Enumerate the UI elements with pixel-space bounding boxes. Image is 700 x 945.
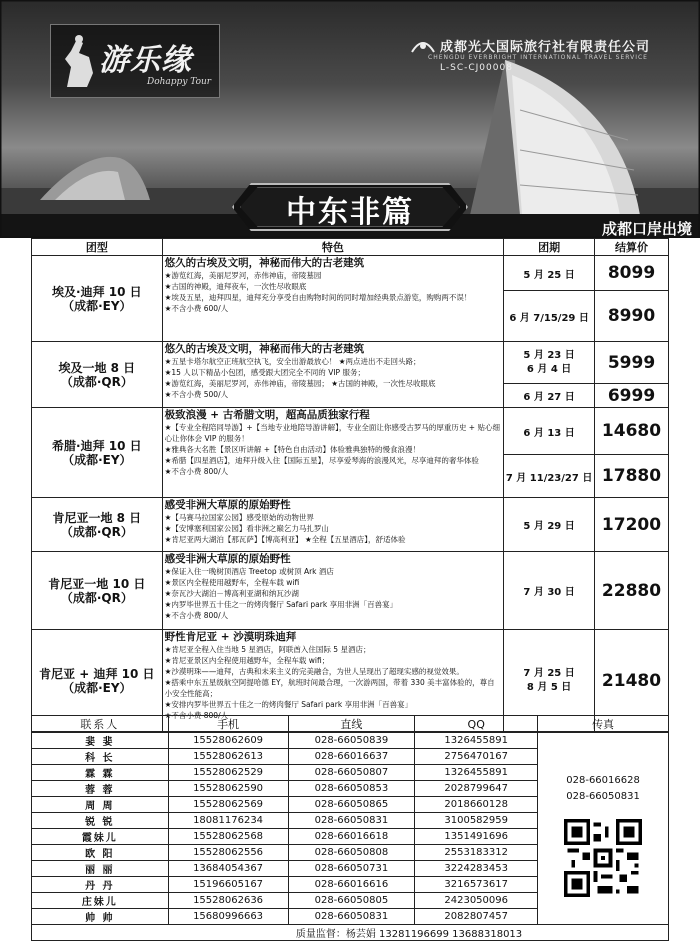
contact-name: 霖 霖 (32, 765, 169, 781)
license-number: L-SC-CJ00008 (440, 63, 513, 73)
supervisor-row (32, 925, 669, 941)
contacts-table (31, 715, 669, 941)
feature-item: ★景区内全程使用越野车，全程车载 wifi (164, 578, 300, 587)
feature-item: ★肯尼亚两大湖泊【那瓦萨】【博高利亚】 (164, 535, 303, 544)
feature-item: ★肯尼亚全程入住当地 5 星酒店，阿联酋入住国际 5 星酒店； (164, 645, 371, 654)
contact-mobile: 15528062569 (168, 797, 288, 813)
feature-item: ★15 人以下精品小包团，感受跟大团完全不同的 VIP 服务； (164, 368, 365, 377)
contact-name: 锐 锐 (32, 813, 169, 829)
contact-phone: 028-66050807 (288, 765, 415, 781)
feature-item: ★【专业全程陪同导游】+【当地专业地陪导游讲解】，专业全面让你感受古罗马的厚重历史 + 贴心细心让你体会 VIP 的服务！ (164, 423, 500, 443)
logo-text: 游乐缘 (99, 43, 192, 78)
feature-item: ★内罗毕世界五十佳之一的烤肉餐厅 Safari park 享用非洲「百兽宴」 (164, 600, 398, 609)
feature-item: ★不含小费 800/人 (164, 467, 229, 476)
feature-item: ★搭乘中东五星级航空阿提哈德 EY，航班时间最合理，一次游两国，带着 330 美丰富体验的，尊自小安全性能高； (164, 678, 495, 698)
feature-item: ★奈瓦沙大湖泊－博高利亚湖和纳瓦沙湖 (164, 589, 299, 598)
price: 22880 (595, 552, 669, 630)
departure-date: 7 月 11/23/27 日 (504, 455, 595, 498)
contact-qq: 3100582959 (415, 813, 538, 829)
header-price: 结算价 (595, 239, 669, 256)
contact-phone: 028-66050805 (288, 893, 415, 909)
contact-phone: 028-66050839 (288, 733, 415, 749)
contact-name: 帅 帅 (32, 909, 169, 925)
header-qq: QQ (415, 716, 538, 733)
contact-mobile: 15196605167 (168, 877, 288, 893)
contact-name: 丹 丹 (32, 877, 169, 893)
contact-mobile: 13684054367 (168, 861, 288, 877)
route-name-cell (32, 256, 163, 342)
price: 21480 (595, 630, 669, 732)
contact-mobile: 15528062613 (168, 749, 288, 765)
route-headline: 感受非洲大草原的原始野性 (164, 499, 291, 511)
route-features-cell (162, 498, 504, 552)
price: 17880 (595, 455, 669, 498)
contact-name: 蓉 蓉 (32, 781, 169, 797)
contact-name: 庄妹儿 (32, 893, 169, 909)
contact-phone: 028-66016637 (288, 749, 415, 765)
price: 5999 (595, 342, 669, 384)
contact-phone: 028-66050831 (288, 909, 415, 925)
contact-phone: 028-66050853 (288, 781, 415, 797)
header-features: 特色 (162, 239, 504, 256)
feature-item: ★两点进出不走回头路； (338, 357, 421, 366)
route-name: 埃及·迪拜 10 日 (52, 284, 142, 299)
page-title: 中东非篇 (286, 195, 414, 230)
departure-date-cell (504, 342, 595, 384)
route-name: 肯尼亚一地 8 日 (52, 510, 142, 525)
contact-phone: 028-66050865 (288, 797, 415, 813)
feature-item: ★保证入住一晚树顶酒店 Treetop 或树顶 Ark 酒店 (164, 567, 334, 576)
feature-item: ★雅典各大名胜【景区听讲解 +【特色自由活动】体验雅典独特的慢食浪漫！ (164, 445, 421, 454)
page-subtitle: 成都口岸出境 (601, 220, 692, 238)
departure-date: 6 月 7/15/29 日 (504, 291, 595, 342)
contact-name: 丽 丽 (32, 861, 169, 877)
header-dates: 团期 (504, 239, 595, 256)
feature-item: ★全程【五星酒店】，舒适体验 (305, 535, 406, 544)
routes-table (31, 238, 669, 732)
contact-row (32, 733, 669, 749)
contact-qq: 3216573617 (415, 877, 538, 893)
route-headline: 悠久的古埃及文明，神秘而伟大的古老建筑 (164, 343, 365, 355)
route-name-cell (32, 552, 163, 630)
routes-header-row (32, 239, 669, 256)
route-airline: （成都·QR） (60, 374, 133, 389)
route-headline: 极致浪漫 + 古希腊文明，超高品质独家行程 (164, 409, 370, 421)
contact-phone: 028-66050808 (288, 845, 415, 861)
departure-date: 7 月 30 日 (504, 552, 595, 630)
contacts-header-row (32, 716, 669, 733)
departure-date: 7 月 25 日 (523, 667, 575, 679)
feature-item: ★不含小费 600/人 (164, 304, 229, 313)
feature-item: ★沙漠明珠——迪拜，古典和未来主义的完美融合，为世人呈现出了超现实感的视觉效果。 (164, 667, 464, 676)
route-features-cell (162, 342, 504, 408)
price: 17200 (595, 498, 669, 552)
route-name: 肯尼亚一地 10 日 (48, 576, 146, 591)
feature-item: ★埃及五星，迪拜四星，迪拜充分享受自由购物时间的同时增加经典景点游览，购购两不误！ (164, 293, 472, 302)
logo-subtitle: Dohappy Tour (147, 77, 212, 87)
contact-qq: 2756470167 (415, 749, 538, 765)
contact-qq: 1351491696 (415, 829, 538, 845)
route-features-cell (162, 256, 504, 342)
horse-rider-icon (59, 33, 99, 91)
contacts-body (32, 733, 669, 941)
contact-qq: 2553183312 (415, 845, 538, 861)
contact-mobile: 18081176234 (168, 813, 288, 829)
route-name-cell (32, 498, 163, 552)
price: 6999 (595, 384, 669, 408)
route-row (32, 342, 669, 384)
route-airline: （成都·EY） (62, 680, 132, 695)
route-headline: 野性肯尼亚 + 沙漠明珠迪拜 (164, 631, 297, 643)
contact-qq: 2028799647 (415, 781, 538, 797)
feature-item: ★【马赛马拉国家公园】感受原始的动物世界 (164, 513, 314, 522)
header-phone: 直线 (288, 716, 415, 733)
header-contact: 联系人 (32, 716, 169, 733)
header-tour-type: 团型 (32, 239, 163, 256)
route-airline: （成都·QR） (60, 524, 133, 539)
route-row (32, 408, 669, 455)
departure-date: 6 月 13 日 (504, 408, 595, 455)
contact-qq: 1326455891 (415, 733, 538, 749)
contact-qq: 2082807457 (415, 909, 538, 925)
departure-date: 6 月 4 日 (526, 363, 572, 375)
route-row (32, 256, 669, 291)
route-name-cell (32, 408, 163, 498)
price: 8099 (595, 256, 669, 291)
feature-item: ★肯尼亚景区内全程使用越野车，全程车载 wifi； (164, 656, 330, 665)
header-mobile: 手机 (168, 716, 288, 733)
price: 8990 (595, 291, 669, 342)
route-name-cell (32, 342, 163, 408)
contact-mobile: 15528062556 (168, 845, 288, 861)
fax-cell (538, 733, 669, 925)
contact-qq: 1326455891 (415, 765, 538, 781)
departure-date: 5 月 25 日 (504, 256, 595, 291)
contact-name: 科 长 (32, 749, 169, 765)
contact-mobile: 15528062609 (168, 733, 288, 749)
brand-logo (50, 24, 220, 98)
contact-qq: 2018660128 (415, 797, 538, 813)
route-name: 肯尼亚 + 迪拜 10 日 (39, 666, 155, 681)
contact-qq: 2423050096 (415, 893, 538, 909)
fax-number: 028-66050831 (566, 791, 640, 802)
feature-item: ★游览红海，美丽尼罗河，赤伟神庙，帝陵墓园； (164, 379, 329, 388)
qr-code-icon (564, 819, 642, 897)
contact-mobile: 15528062568 (168, 829, 288, 845)
contact-phone: 028-66050731 (288, 861, 415, 877)
feature-item: ★古国的神殿，迪拜夜车，一次性尽收眼底 (164, 282, 307, 291)
quality-supervisor: 质量监督：杨芸娟 13281196699 13688318013 (32, 925, 669, 941)
feature-item: ★五星卡塔尔航空正班航空执飞，安全出游最放心！ (164, 357, 337, 366)
route-row (32, 552, 669, 630)
feature-item: ★游览红海，美丽尼罗河，赤伟神庙，帝陵墓园 (164, 271, 322, 280)
contact-qq: 3224283453 (415, 861, 538, 877)
fax-number: 028-66016628 (566, 775, 640, 786)
contact-name: 霞妹儿 (32, 829, 169, 845)
departure-date: 5 月 29 日 (504, 498, 595, 552)
feature-item: ★不含小费 500/人 (164, 390, 229, 399)
route-airline: （成都·EY） (62, 298, 132, 313)
contact-mobile: 15680996663 (168, 909, 288, 925)
contact-mobile: 15528062636 (168, 893, 288, 909)
contact-phone: 028-66016618 (288, 829, 415, 845)
route-airline: （成都·EY） (62, 452, 132, 467)
feature-item: ★古国的神殿，一次性尽收眼底 (331, 379, 436, 388)
route-row (32, 498, 669, 552)
route-features-cell (162, 552, 504, 630)
departure-date: 5 月 23 日 (523, 349, 575, 361)
company-logo-icon (410, 34, 436, 56)
feature-item: ★不含小费 800/人 (164, 711, 229, 720)
feature-item: ★安排内罗毕世界五十佳之一的烤肉餐厅 Safari park 享用非洲「百兽宴」 (164, 700, 413, 709)
contact-name: 欧 阳 (32, 845, 169, 861)
header-banner (0, 0, 700, 238)
route-name: 埃及一地 8 日 (58, 360, 136, 375)
header-fax: 传真 (538, 716, 669, 733)
contact-name: 婓 婓 (32, 733, 169, 749)
departure-date: 6 月 27 日 (504, 384, 595, 408)
contact-name: 周 周 (32, 797, 169, 813)
route-name: 希腊·迪拜 10 日 (52, 438, 142, 453)
contact-mobile: 15528062590 (168, 781, 288, 797)
route-headline: 悠久的古埃及文明，神秘而伟大的古老建筑 (164, 257, 365, 269)
route-headline: 感受非洲大草原的原始野性 (164, 553, 291, 565)
company-english-name: CHENGDU EVERBRIGHT INTERNATIONAL TRAVEL SERVICE (428, 54, 648, 61)
contact-phone: 028-66050831 (288, 813, 415, 829)
feature-item: ★【安博塞利国家公园】看非洲之巅乞力马扎罗山 (164, 524, 329, 533)
departure-date: 8 月 5 日 (526, 681, 572, 693)
feature-item: ★不含小费 800/人 (164, 611, 229, 620)
feature-item: ★希腊【四星酒店】，迪拜升级入住【国际五星】，尽享爱琴海的浪漫风光，尽享迪拜的奢华体验 (164, 456, 479, 465)
route-airline: （成都·QR） (60, 590, 133, 605)
price: 14680 (595, 408, 669, 455)
contact-phone: 028-66016616 (288, 877, 415, 893)
route-features-cell (162, 408, 504, 498)
contact-mobile: 15528062529 (168, 765, 288, 781)
company-name: 成都光大国际旅行社有限责任公司 (440, 40, 651, 55)
